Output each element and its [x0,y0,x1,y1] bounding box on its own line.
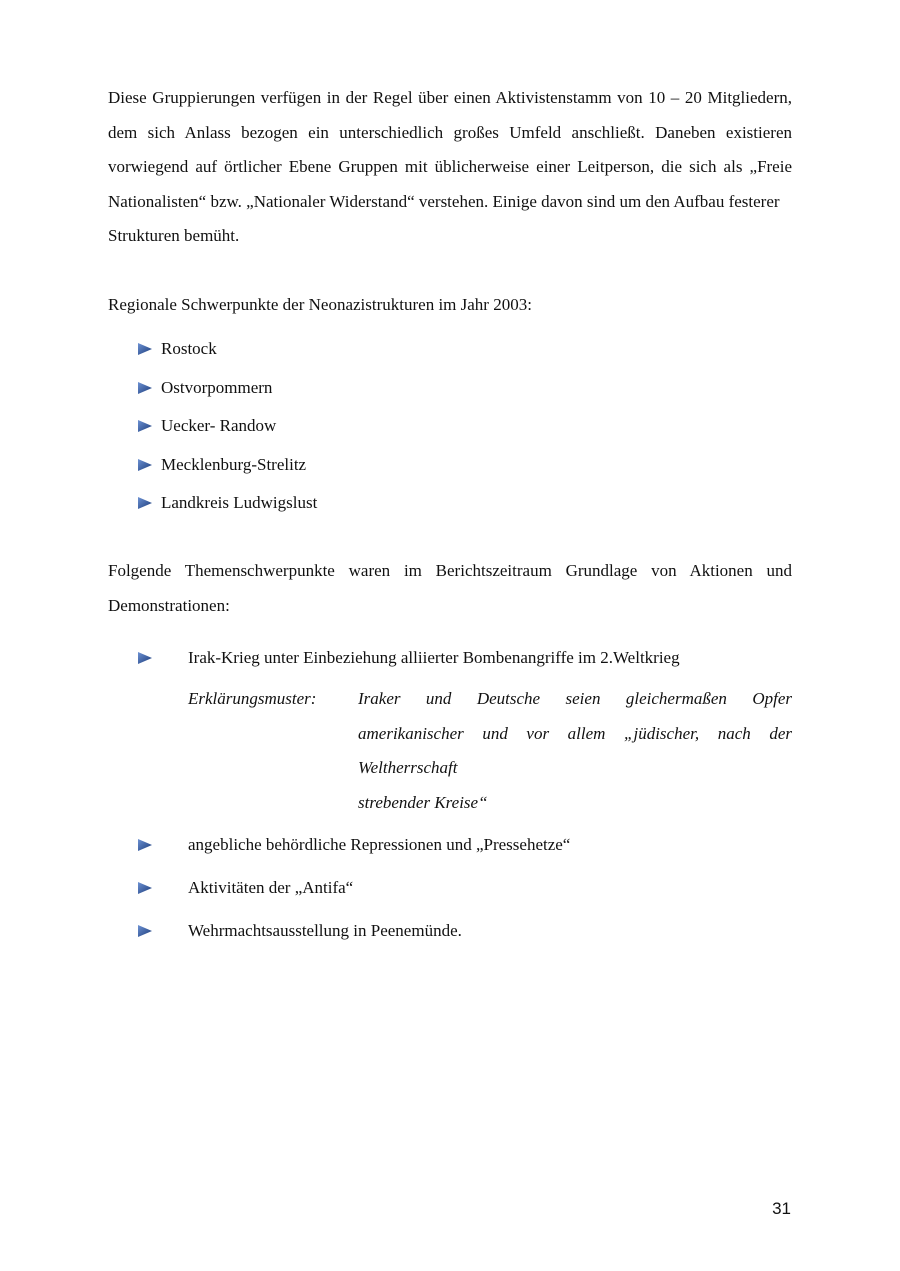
topic-label: Irak-Krieg unter Einbeziehung alliierter Bombenangriffe im 2.Weltkrieg [188,648,680,667]
explanation-body: Iraker und Deutsche seien gleichermaßen Opfer amerikanischer und vor allem „jüdischer, nach der Weltherrschaft [358,689,792,777]
triangle-arrow-icon [137,881,153,895]
triangle-arrow-icon [137,496,153,510]
page-number: 31 [772,1199,791,1218]
list-item [137,369,317,408]
explanation-block [188,682,792,820]
intro-paragraph-text: Diese Gruppierungen verfügen in der Regel über einen Aktivistenstamm von 10 – 20 Mitgliedern, dem sich Anlass bezogen ein unterschiedlich großes Umfeld anschließt. Daneben existieren vorwiegend auf örtlicher Ebene Gruppen mit üblicherweise einer Leitperson, die sich als „Freie Nationalisten“ bzw. „Nationaler Widerstand“ verstehen. Einige davon sind um den Aufbau festerer [108,88,792,211]
region-label: Rostock [161,339,217,359]
topics-intro-line-2: Demonstrationen: [108,596,230,615]
triangle-arrow-icon [137,458,153,472]
triangle-arrow-icon [137,651,153,665]
list-item [137,330,317,369]
regions-heading: Regionale Schwerpunkte der Neonazistrukturen im Jahr 2003: [108,295,532,314]
list-item [137,871,792,905]
list-item [137,828,792,862]
intro-paragraph [108,81,792,254]
list-item [137,641,792,675]
topic-label: Aktivitäten der „Antifa“ [188,878,354,897]
explanation-label: Erklärungsmuster: [188,689,317,708]
topics-list [137,640,792,948]
region-label: Ostvorpommern [161,377,273,397]
explanation-last-line: strebender Kreise“ [358,792,488,812]
list-item [137,914,792,948]
topic-label: angebliche behördliche Repressionen und „Pressehetze“ [188,835,571,854]
triangle-arrow-icon [137,342,153,356]
explanation-text [358,682,792,820]
region-label: Mecklenburg-Strelitz [161,454,307,474]
triangle-arrow-icon [137,381,153,395]
regions-list [137,330,317,523]
topics-intro-line: Folgende Themenschwerpunkte waren im Berichtszeitraum Grundlage von Aktionen und [108,561,792,580]
triangle-arrow-icon [137,419,153,433]
list-item [137,407,317,446]
region-label: Uecker- Randow [161,416,277,436]
triangle-arrow-icon [137,924,153,938]
list-item [137,446,317,485]
region-label: Landkreis Ludwigslust [161,493,318,513]
intro-paragraph-last-line: Strukturen bemüht. [108,226,240,245]
triangle-arrow-icon [137,838,153,852]
list-item [137,484,317,523]
topic-label: Wehrmachtsausstellung in Peenemünde. [188,921,462,940]
